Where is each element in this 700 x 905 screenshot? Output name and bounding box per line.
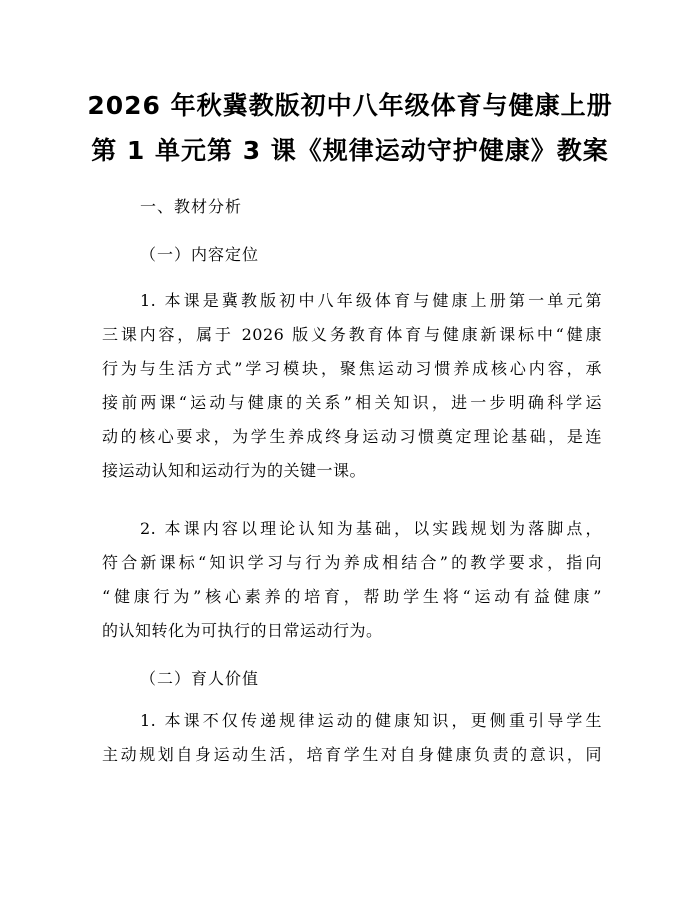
section-heading-textbook-analysis: 一、教材分析: [140, 197, 243, 216]
paragraph-1-line: 接运动认知和运动行为的关键一课。: [102, 461, 367, 480]
paragraph-1-line: 接前两课“运动与健康的关系”相关知识，进一步明确科学运: [102, 393, 602, 412]
paragraph-2-line: “健康行为”核心素养的培育，帮助学生将“运动有益健康”: [102, 587, 602, 606]
paragraph-1-line: 1. 本课是冀教版初中八年级体育与健康上册第一单元第: [140, 291, 602, 310]
document-title-line-1: 2026 年秋冀教版初中八年级体育与健康上册: [87, 91, 613, 120]
paragraph-1-line: 动的核心要求，为学生养成终身运动习惯奠定理论基础，是连: [102, 427, 602, 446]
document-title-line-2: 第 1 单元第 3 课《规律运动守护健康》教案: [91, 136, 609, 165]
paragraph-1: [102, 284, 602, 488]
subsection-heading-content-positioning: （一）内容定位: [140, 245, 260, 264]
paragraph-3: [102, 704, 602, 772]
paragraph-2-line: 的认知转化为可执行的日常运动行为。: [102, 621, 383, 640]
paragraph-2-line: 符合新课标“知识学习与行为养成相结合”的教学要求，指向: [102, 553, 602, 572]
paragraph-2: [102, 512, 602, 648]
subsection-heading-educational-value: （二）育人价值: [140, 669, 260, 688]
paragraph-1-line: 三课内容，属于 2026 版义务教育体育与健康新课标中“健康: [102, 325, 602, 344]
paragraph-1-line: 行为与生活方式”学习模块，聚焦运动习惯养成核心内容，承: [102, 359, 602, 378]
paragraph-3-line: 1. 本课不仅传递规律运动的健康知识，更侧重引导学生: [140, 711, 602, 730]
paragraph-2-line: 2. 本课内容以理论认知为基础，以实践规划为落脚点，: [140, 519, 602, 538]
paragraph-3-line: 主动规划自身运动生活，培育学生对自身健康负责的意识，同: [102, 745, 602, 764]
